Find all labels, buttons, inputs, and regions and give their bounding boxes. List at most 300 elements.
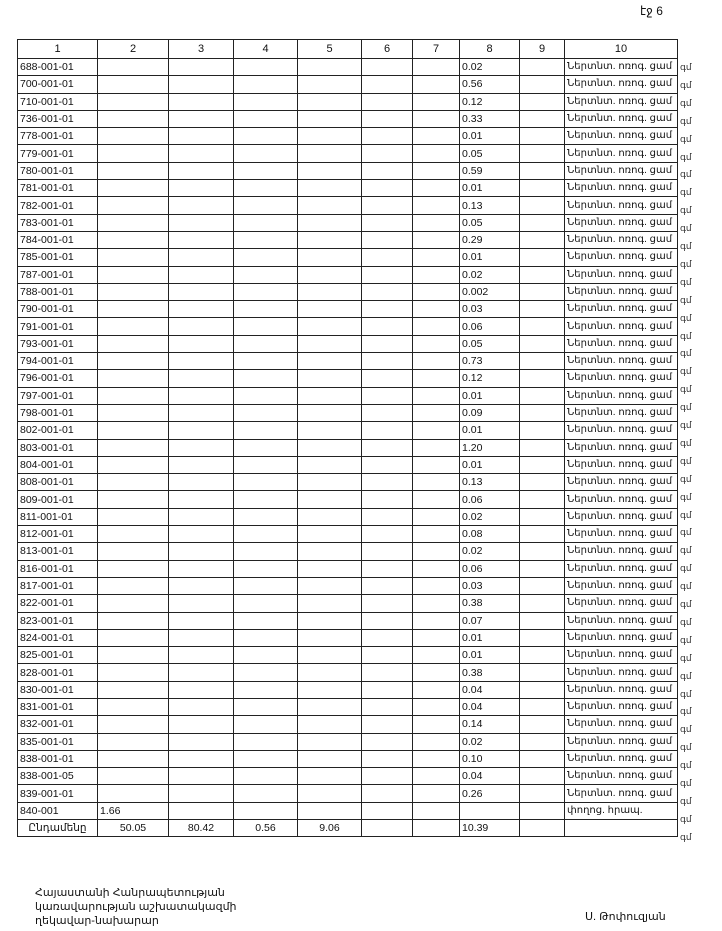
cell-code: 838-001-05	[18, 768, 98, 785]
cell-col4	[234, 353, 298, 370]
cell-col8: 0.12	[460, 370, 520, 387]
cell-col8: 0.04	[460, 768, 520, 785]
cell-col5	[298, 197, 362, 214]
cell-code: 812-001-01	[18, 526, 98, 543]
cell-desc: Ներտնտ. ոռոգ. ցամ	[565, 162, 678, 179]
cell-col6	[362, 716, 413, 733]
cell-col8: 0.10	[460, 750, 520, 767]
cell-desc: Ներտնտ. ոռոգ. ցամ	[565, 214, 678, 231]
cell-col4	[234, 145, 298, 162]
cell-code: 835-001-01	[18, 733, 98, 750]
cell-col5	[298, 681, 362, 698]
cell-col5	[298, 145, 362, 162]
cell-col3	[169, 647, 234, 664]
cell-col9	[520, 716, 565, 733]
footer-organization	[35, 886, 237, 928]
cell-desc: Ներտնտ. ոռոգ. ցամ	[565, 664, 678, 681]
cell-code: 790-001-01	[18, 301, 98, 318]
side-mark: գմ	[680, 688, 692, 699]
cell-col7	[413, 456, 460, 473]
cell-col8: 0.26	[460, 785, 520, 802]
cell-col3	[169, 162, 234, 179]
cell-col5	[298, 76, 362, 93]
cell-col8: 0.01	[460, 128, 520, 145]
cell-col6	[362, 802, 413, 819]
cell-col5	[298, 768, 362, 785]
cell-col8: 0.38	[460, 664, 520, 681]
cell-col4	[234, 698, 298, 715]
cell-code: 785-001-01	[18, 249, 98, 266]
cell-col6	[362, 93, 413, 110]
cell-col8: 0.06	[460, 491, 520, 508]
side-mark: գմ	[680, 491, 692, 502]
cell-col9	[520, 733, 565, 750]
cell-col2	[98, 595, 169, 612]
signatory-name: Ս. Թոփուզյան	[585, 911, 666, 923]
cell-code: 830-001-01	[18, 681, 98, 698]
total-col2: 50.05	[98, 820, 169, 837]
col-header-1: 1	[18, 40, 98, 59]
cell-col4	[234, 543, 298, 560]
cell-desc: Ներտնտ. ոռոգ. ցամ	[565, 353, 678, 370]
cell-col2	[98, 560, 169, 577]
cell-code: 787-001-01	[18, 266, 98, 283]
cell-desc: Ներտնտ. ոռոգ. ցամ	[565, 231, 678, 248]
cell-col4	[234, 422, 298, 439]
cell-col9	[520, 474, 565, 491]
cell-col9	[520, 110, 565, 127]
cell-col8: 0.01	[460, 629, 520, 646]
cell-col8: 0.09	[460, 404, 520, 421]
cell-col5	[298, 93, 362, 110]
cell-col6	[362, 422, 413, 439]
cell-col5	[298, 474, 362, 491]
cell-col2	[98, 214, 169, 231]
cell-desc: Ներտնտ. ոռոգ. ցամ	[565, 283, 678, 300]
cell-col5	[298, 595, 362, 612]
cell-col9	[520, 647, 565, 664]
cell-col7	[413, 491, 460, 508]
cell-col4	[234, 283, 298, 300]
col-header-6: 6	[362, 40, 413, 59]
cell-col4	[234, 214, 298, 231]
side-mark: գմ	[680, 312, 692, 323]
total-col7	[413, 820, 460, 837]
table-row	[18, 162, 678, 179]
col-header-10: 10	[565, 40, 678, 59]
cell-col7	[413, 231, 460, 248]
cell-col6	[362, 301, 413, 318]
table-row	[18, 249, 678, 266]
cell-col4	[234, 162, 298, 179]
cell-desc: Ներտնտ. ոռոգ. ցամ	[565, 318, 678, 335]
cell-col5	[298, 301, 362, 318]
side-mark: գմ	[680, 205, 692, 216]
col-header-2: 2	[98, 40, 169, 59]
cell-col8: 0.13	[460, 197, 520, 214]
cell-col4	[234, 387, 298, 404]
cell-col4	[234, 647, 298, 664]
cell-col5	[298, 318, 362, 335]
cell-col4	[234, 301, 298, 318]
side-mark: գմ	[680, 599, 692, 609]
cell-code: 688-001-01	[18, 59, 98, 76]
cell-desc: Ներտնտ. ոռոգ. ցամ	[565, 197, 678, 214]
cell-col2	[98, 318, 169, 335]
side-mark: գմ	[680, 348, 692, 359]
cell-desc: Ներտնտ. ոռոգ. ցամ	[565, 595, 678, 612]
cell-col4	[234, 750, 298, 767]
cell-col7	[413, 716, 460, 733]
cell-col4	[234, 716, 298, 733]
cell-code: 808-001-01	[18, 474, 98, 491]
cell-desc: Ներտնտ. ոռոգ. ցամ	[565, 733, 678, 750]
cell-col7	[413, 629, 460, 646]
table-row	[18, 76, 678, 93]
cell-code: 780-001-01	[18, 162, 98, 179]
cell-col9	[520, 526, 565, 543]
cell-col8: 0.14	[460, 716, 520, 733]
cell-col3	[169, 249, 234, 266]
cell-desc: Ներտնտ. ոռոգ. ցամ	[565, 629, 678, 646]
cell-col9	[520, 456, 565, 473]
table-row	[18, 404, 678, 421]
cell-desc: Ներտնտ. ոռոգ. ցամ	[565, 750, 678, 767]
side-mark: գմ	[680, 563, 692, 574]
cell-col9	[520, 128, 565, 145]
cell-col5	[298, 664, 362, 681]
cell-col5	[298, 508, 362, 525]
cell-col2	[98, 491, 169, 508]
cell-col6	[362, 197, 413, 214]
table-row	[18, 93, 678, 110]
side-mark: գմ	[680, 187, 692, 198]
cell-desc: Ներտնտ. ոռոգ. ցամ	[565, 335, 678, 352]
cell-col5	[298, 128, 362, 145]
cell-col3	[169, 560, 234, 577]
cell-col3	[169, 768, 234, 785]
cell-col8: 0.12	[460, 93, 520, 110]
cell-code: 794-001-01	[18, 353, 98, 370]
cell-col5	[298, 180, 362, 197]
cell-col4	[234, 629, 298, 646]
side-mark: գմ	[680, 795, 692, 806]
side-mark: գմ	[680, 437, 692, 448]
cell-col3	[169, 266, 234, 283]
side-mark: գմ	[680, 115, 692, 126]
cell-col9	[520, 543, 565, 560]
side-mark: գմ	[680, 223, 692, 234]
cell-col6	[362, 508, 413, 525]
footer-org-line1: Հայաստանի Հանրապետության	[35, 887, 225, 899]
cell-col4	[234, 664, 298, 681]
cell-col7	[413, 301, 460, 318]
cell-col2	[98, 145, 169, 162]
table-row	[18, 318, 678, 335]
col-header-8: 8	[460, 40, 520, 59]
cell-code: 817-001-01	[18, 577, 98, 594]
cell-col3	[169, 231, 234, 248]
cell-col3	[169, 456, 234, 473]
cell-col5	[298, 750, 362, 767]
cell-col4	[234, 526, 298, 543]
table-row	[18, 110, 678, 127]
cell-col8: 0.01	[460, 422, 520, 439]
cell-col4	[234, 802, 298, 819]
cell-col8: 0.08	[460, 526, 520, 543]
cell-col4	[234, 197, 298, 214]
side-mark: գմ	[680, 455, 692, 466]
cell-desc: փողոց. հրապ.	[565, 802, 678, 819]
cell-col2	[98, 59, 169, 76]
cell-col6	[362, 526, 413, 543]
cell-col4	[234, 439, 298, 456]
cell-col2	[98, 353, 169, 370]
cell-desc: Ներտնտ. ոռոգ. ցամ	[565, 612, 678, 629]
cell-col6	[362, 474, 413, 491]
cell-col7	[413, 180, 460, 197]
cell-col8: 0.13	[460, 474, 520, 491]
side-mark: գմ	[680, 527, 692, 538]
cell-col5	[298, 404, 362, 421]
cell-col3	[169, 335, 234, 352]
side-mark: գմ	[680, 79, 692, 90]
cell-col3	[169, 301, 234, 318]
side-mark: գմ	[680, 402, 692, 413]
cell-col9	[520, 283, 565, 300]
cell-desc: Ներտնտ. ոռոգ. ցամ	[565, 128, 678, 145]
cell-col7	[413, 387, 460, 404]
table-row	[18, 508, 678, 525]
cell-col3	[169, 802, 234, 819]
cell-col8: 1.20	[460, 439, 520, 456]
cell-col7	[413, 439, 460, 456]
cell-col5	[298, 353, 362, 370]
side-mark: գմ	[680, 241, 692, 251]
cell-col7	[413, 145, 460, 162]
table-row	[18, 526, 678, 543]
cell-col3	[169, 422, 234, 439]
cell-col9	[520, 335, 565, 352]
cell-col2	[98, 404, 169, 421]
cell-col5	[298, 698, 362, 715]
side-mark: գմ	[680, 473, 692, 484]
table-row	[18, 681, 678, 698]
cell-col7	[413, 750, 460, 767]
side-mark: գմ	[680, 652, 692, 663]
cell-col4	[234, 491, 298, 508]
cell-col8: 0.59	[460, 162, 520, 179]
cell-desc: Ներտնտ. ոռոգ. ցամ	[565, 439, 678, 456]
cell-col5	[298, 439, 362, 456]
cell-col2	[98, 370, 169, 387]
cell-col8: 0.06	[460, 560, 520, 577]
cell-col5	[298, 266, 362, 283]
cell-desc: Ներտնտ. ոռոգ. ցամ	[565, 474, 678, 491]
cell-col8: 0.01	[460, 387, 520, 404]
cell-col6	[362, 128, 413, 145]
table-row	[18, 785, 678, 802]
cell-col4	[234, 456, 298, 473]
cell-col6	[362, 283, 413, 300]
side-mark: գմ	[680, 724, 692, 735]
cell-code: 825-001-01	[18, 647, 98, 664]
cell-col7	[413, 110, 460, 127]
cell-desc: Ներտնտ. ոռոգ. ցամ	[565, 387, 678, 404]
cell-col7	[413, 733, 460, 750]
cell-col6	[362, 491, 413, 508]
cell-col6	[362, 266, 413, 283]
cell-col8: 0.01	[460, 249, 520, 266]
cell-col6	[362, 439, 413, 456]
cell-col9	[520, 768, 565, 785]
table-row	[18, 802, 678, 819]
cell-col2	[98, 439, 169, 456]
cell-col9	[520, 508, 565, 525]
cell-col5	[298, 526, 362, 543]
cell-col3	[169, 214, 234, 231]
cell-col7	[413, 76, 460, 93]
cell-col8: 0.06	[460, 318, 520, 335]
cell-col5	[298, 162, 362, 179]
cell-col8: 0.07	[460, 612, 520, 629]
side-mark: գմ	[680, 276, 692, 287]
page-number: էջ 6	[640, 4, 663, 18]
cell-col4	[234, 560, 298, 577]
side-mark: գմ	[680, 294, 692, 305]
cell-code: 791-001-01	[18, 318, 98, 335]
cell-col4	[234, 681, 298, 698]
cell-desc: Ներտնտ. ոռոգ. ցամ	[565, 301, 678, 318]
cell-col6	[362, 370, 413, 387]
cell-col7	[413, 647, 460, 664]
col-header-4: 4	[234, 40, 298, 59]
cell-desc: Ներտնտ. ոռոգ. ցամ	[565, 110, 678, 127]
table-row	[18, 439, 678, 456]
cell-col2	[98, 508, 169, 525]
total-col9	[520, 820, 565, 837]
cell-col6	[362, 353, 413, 370]
table-row	[18, 353, 678, 370]
cell-col5	[298, 110, 362, 127]
cell-col2	[98, 387, 169, 404]
cell-col8: 0.05	[460, 145, 520, 162]
cell-col2	[98, 197, 169, 214]
cell-col3	[169, 750, 234, 767]
cell-col8: 0.04	[460, 681, 520, 698]
cell-col8: 0.05	[460, 214, 520, 231]
cell-col9	[520, 422, 565, 439]
cell-col3	[169, 59, 234, 76]
side-mark: գմ	[680, 133, 692, 144]
cell-code: 781-001-01	[18, 180, 98, 197]
cell-code: 824-001-01	[18, 629, 98, 646]
cell-code: 839-001-01	[18, 785, 98, 802]
cell-col4	[234, 180, 298, 197]
table-row	[18, 716, 678, 733]
cell-col7	[413, 664, 460, 681]
cell-code: 710-001-01	[18, 93, 98, 110]
cell-col2	[98, 647, 169, 664]
table-row	[18, 474, 678, 491]
table-row	[18, 595, 678, 612]
cell-col7	[413, 197, 460, 214]
cell-col3	[169, 145, 234, 162]
cell-col5	[298, 733, 362, 750]
cell-col3	[169, 197, 234, 214]
cell-desc: Ներտնտ. ոռոգ. ցամ	[565, 76, 678, 93]
cell-col2	[98, 733, 169, 750]
cell-col7	[413, 526, 460, 543]
cell-col7	[413, 577, 460, 594]
side-mark: գմ	[680, 813, 692, 824]
cell-desc: Ներտնտ. ոռոգ. ցամ	[565, 370, 678, 387]
cell-code: 788-001-01	[18, 283, 98, 300]
cell-col6	[362, 750, 413, 767]
cell-col6	[362, 560, 413, 577]
cell-col3	[169, 387, 234, 404]
cell-col6	[362, 162, 413, 179]
cell-col2	[98, 785, 169, 802]
cell-col3	[169, 681, 234, 698]
cell-col7	[413, 93, 460, 110]
cell-col7	[413, 214, 460, 231]
cell-col4	[234, 577, 298, 594]
cell-col9	[520, 301, 565, 318]
cell-col7	[413, 318, 460, 335]
cell-col6	[362, 335, 413, 352]
cell-col5	[298, 802, 362, 819]
cell-col5	[298, 214, 362, 231]
cell-col6	[362, 612, 413, 629]
cell-col7	[413, 698, 460, 715]
cell-code: 784-001-01	[18, 231, 98, 248]
cell-col7	[413, 249, 460, 266]
cell-col2	[98, 110, 169, 127]
cell-col7	[413, 128, 460, 145]
cell-code: 778-001-01	[18, 128, 98, 145]
table-row	[18, 664, 678, 681]
cell-col9	[520, 612, 565, 629]
cell-col2	[98, 231, 169, 248]
cell-col9	[520, 162, 565, 179]
cell-col9	[520, 629, 565, 646]
cell-col3	[169, 595, 234, 612]
cell-col3	[169, 543, 234, 560]
table-row	[18, 335, 678, 352]
cell-col9	[520, 560, 565, 577]
cell-col3	[169, 93, 234, 110]
total-col6	[362, 820, 413, 837]
cell-col3	[169, 110, 234, 127]
cell-col8: 0.29	[460, 231, 520, 248]
table-row	[18, 491, 678, 508]
cell-col2	[98, 335, 169, 352]
side-mark: գմ	[680, 634, 692, 645]
cell-col3	[169, 664, 234, 681]
cell-col6	[362, 543, 413, 560]
cell-col7	[413, 353, 460, 370]
cell-desc: Ներտնտ. ոռոգ. ցամ	[565, 145, 678, 162]
table-row	[18, 266, 678, 283]
cell-col7	[413, 785, 460, 802]
table-row	[18, 387, 678, 404]
cell-col8: 0.01	[460, 180, 520, 197]
cell-col3	[169, 508, 234, 525]
cell-col8: 0.02	[460, 59, 520, 76]
cell-col9	[520, 353, 565, 370]
side-mark: գմ	[680, 97, 692, 108]
